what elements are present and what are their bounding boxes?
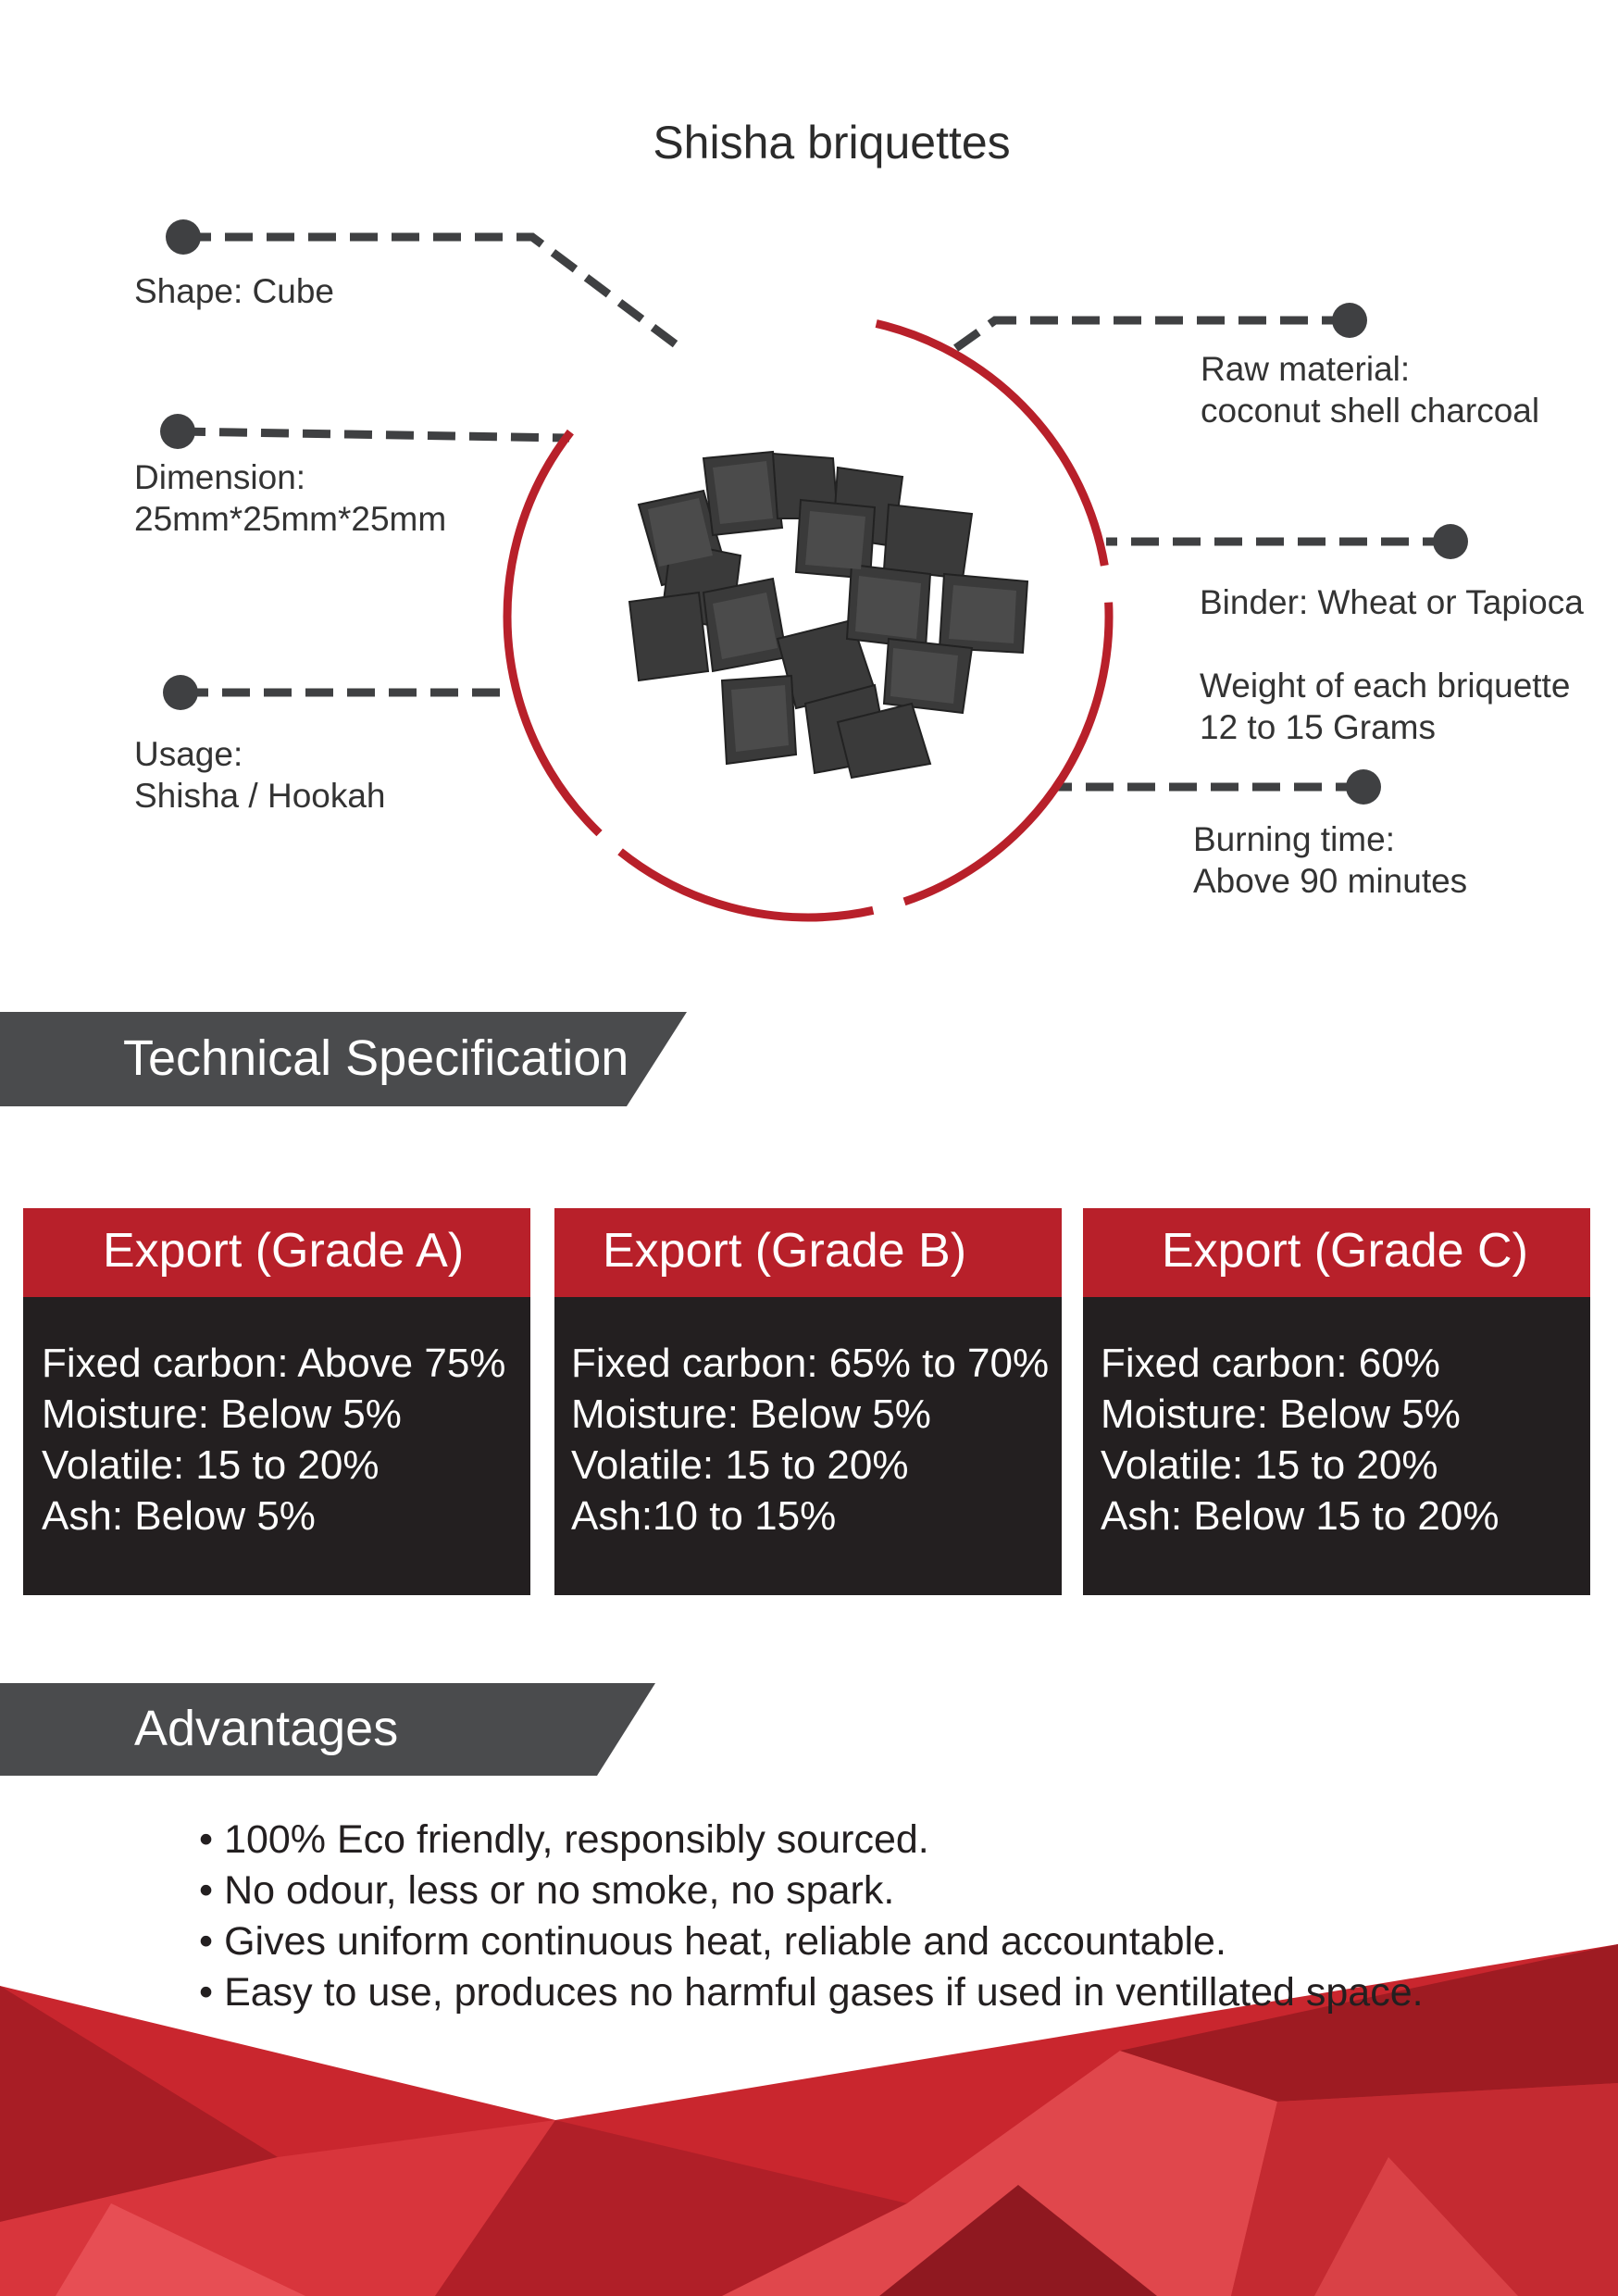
dot-dimension (160, 414, 195, 449)
label-dimension: Dimension: 25mm*25mm*25mm (134, 458, 447, 538)
dot-burning-time (1346, 769, 1381, 805)
advantage-item: • Easy to use, produces no harmful gases if used in ventillated space. (199, 1967, 1424, 2018)
label-shape: Shape: Cube (134, 272, 335, 310)
briquettes-image (629, 452, 1027, 778)
grade-b-header: Export (Grade B) (554, 1208, 1062, 1297)
dot-usage (163, 675, 198, 710)
dot-shape (166, 219, 201, 255)
grade-c-line: Fixed carbon: 60% (1101, 1341, 1440, 1386)
section-title-advantages: Advantages (134, 1701, 399, 1756)
dot-raw-material (1332, 303, 1367, 338)
advantage-item: • No odour, less or no smoke, no spark. (199, 1866, 1424, 1916)
page-title: Shisha briquettes (653, 117, 1011, 168)
grade-b-line: Fixed carbon: 65% to 70% (571, 1341, 1050, 1386)
grade-a-line: Moisture: Below 5% (42, 1391, 402, 1437)
dot-binder (1433, 524, 1468, 559)
label-binder: Binder: Wheat or Tapioca (1200, 583, 1584, 621)
connector-dimension (178, 431, 569, 438)
grade-b-body (554, 1297, 1062, 1595)
section-title-technical: Technical Specification (123, 1030, 629, 1086)
grade-a-header: Export (Grade A) (23, 1208, 530, 1297)
label-burning-time: Burning time: Above 90 minutes (1193, 820, 1468, 900)
grade-b-line: Volatile: 15 to 20% (571, 1442, 909, 1488)
grade-a-body (23, 1297, 530, 1595)
grade-a-line: Volatile: 15 to 20% (42, 1442, 380, 1488)
grade-b-line: Moisture: Below 5% (571, 1391, 931, 1437)
grade-c-line: Ash: Below 15 to 20% (1101, 1493, 1500, 1539)
advantages-list (199, 1815, 1424, 2018)
connector-raw-material (953, 320, 1350, 350)
label-usage: Usage: Shisha / Hookah (134, 735, 386, 815)
grade-a-line: Ash: Below 5% (42, 1493, 316, 1539)
grade-b-line: Ash:10 to 15% (571, 1493, 837, 1539)
grade-c-line: Moisture: Below 5% (1101, 1391, 1461, 1437)
grade-a-line: Fixed carbon: Above 75% (42, 1341, 506, 1386)
advantage-item: • Gives uniform continuous heat, reliable and accountable. (199, 1916, 1424, 1967)
grade-c-line: Volatile: 15 to 20% (1101, 1442, 1438, 1488)
ring (440, 248, 1176, 985)
grade-c-body (1083, 1297, 1590, 1595)
grade-c-header: Export (Grade C) (1083, 1208, 1590, 1297)
advantage-item: • 100% Eco friendly, responsibly sourced. (199, 1815, 1424, 1866)
label-raw-material: Raw material: coconut shell charcoal (1201, 350, 1540, 430)
label-weight: Weight of each briquette 12 to 15 Grams (1200, 667, 1571, 746)
